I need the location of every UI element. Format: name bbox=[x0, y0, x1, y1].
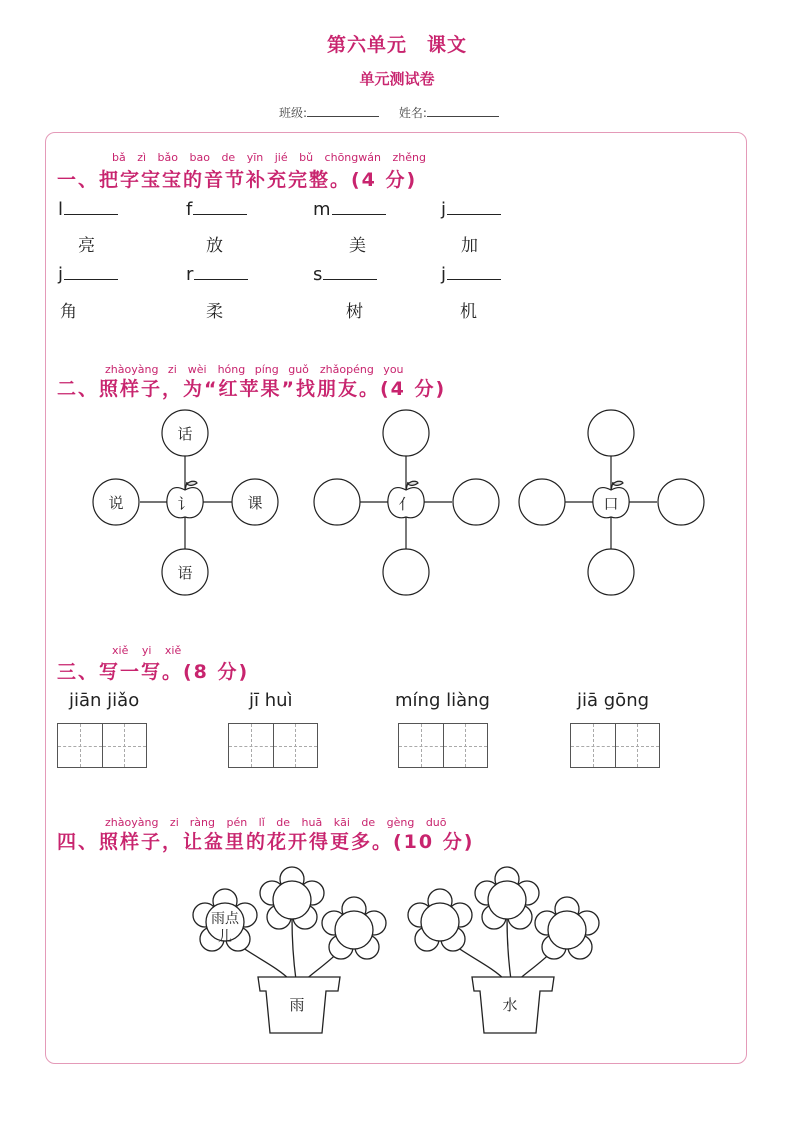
q1-blank-3[interactable]: m bbox=[313, 199, 386, 220]
q1-char-3: 美 bbox=[349, 236, 366, 256]
page-subtitle: 单元测试卷 bbox=[359, 70, 435, 88]
q3-heading: 三、写一写。(8 分) bbox=[57, 661, 250, 683]
q3-writing-grid-4[interactable] bbox=[570, 723, 660, 768]
cross2-bottom-circle bbox=[383, 549, 429, 595]
class-label: 班级: bbox=[279, 106, 308, 120]
pot1-example-word-line2: 儿 bbox=[218, 929, 232, 945]
pot1-label: 雨 bbox=[289, 996, 305, 1014]
cross2-center-radical: 亻 bbox=[398, 495, 414, 513]
q1-char-7: 树 bbox=[346, 302, 363, 322]
q2-pinyin: zhàoyàng zi wèi hóng píng guǒ zhǎopéng you bbox=[105, 363, 404, 376]
cross3-center-radical: 口 bbox=[603, 495, 619, 513]
q3-word-3: míng liàng bbox=[395, 690, 490, 711]
q1-blank-6[interactable]: r bbox=[186, 264, 248, 285]
pot2-label: 水 bbox=[502, 996, 518, 1014]
cross1-left-text: 说 bbox=[108, 494, 124, 512]
q1-char-1: 亮 bbox=[78, 236, 95, 256]
cross2-right-circle bbox=[453, 479, 499, 525]
q1-blank-4[interactable]: j bbox=[441, 199, 501, 220]
q2-heading: 二、照样子，为“红苹果”找朋友。(4 分) bbox=[57, 378, 447, 400]
q1-blank-7[interactable]: s bbox=[313, 264, 377, 285]
q3-pinyin: xiě yi xiě bbox=[112, 644, 182, 657]
cross3-left-circle bbox=[519, 479, 565, 525]
student-info-line bbox=[0, 104, 794, 121]
cross3-bottom-circle bbox=[588, 549, 634, 595]
cross2-top-circle bbox=[383, 410, 429, 456]
q1-blank-8[interactable]: j bbox=[441, 264, 501, 285]
q1-blank-1[interactable]: l bbox=[58, 199, 118, 220]
q1-char-6: 柔 bbox=[206, 302, 223, 322]
page-title: 第六单元 课文 bbox=[326, 34, 467, 56]
q3-writing-grid-2[interactable] bbox=[228, 723, 318, 768]
q3-word-2: jī huì bbox=[249, 690, 293, 711]
q1-char-8: 机 bbox=[460, 302, 477, 322]
q2-apple-crosses bbox=[0, 400, 794, 610]
cross3-top-circle bbox=[588, 410, 634, 456]
cross2-left-circle bbox=[314, 479, 360, 525]
q3-word-1: jiān jiǎo bbox=[69, 690, 140, 711]
q4-flower-pots bbox=[0, 855, 794, 1045]
q1-heading: 一、把字宝宝的音节补充完整。(4 分) bbox=[57, 169, 418, 191]
q4-pinyin: zhàoyàng zi ràng pén lǐ de huā kāi de gèng duō bbox=[105, 816, 447, 829]
cross1-top-text: 话 bbox=[177, 425, 193, 443]
q1-char-4: 加 bbox=[461, 236, 478, 256]
q3-writing-grid-1[interactable] bbox=[57, 723, 147, 768]
q1-pinyin: bǎ zì bǎo bao de yīn jié bǔ chōngwán zhěng bbox=[112, 151, 426, 164]
pot2-flower-left bbox=[408, 889, 472, 951]
q1-blank-5[interactable]: j bbox=[58, 264, 118, 285]
name-blank[interactable] bbox=[427, 116, 499, 117]
pot2-flower-right bbox=[535, 897, 599, 959]
q3-word-4: jiā gōng bbox=[577, 690, 650, 711]
cross1-center-radical: 讠 bbox=[177, 495, 193, 513]
q1-char-5: 角 bbox=[60, 302, 77, 322]
q4-heading: 四、照样子，让盆里的花开得更多。(10 分) bbox=[57, 831, 475, 853]
cross1-right-text: 课 bbox=[247, 494, 263, 512]
class-blank[interactable] bbox=[307, 116, 379, 117]
q1-blank-2[interactable]: f bbox=[186, 199, 247, 220]
pot1-example-word-line1: 雨点 bbox=[211, 911, 239, 927]
pot1-flower-right bbox=[322, 897, 386, 959]
cross1-bottom-text: 语 bbox=[177, 564, 193, 582]
q3-writing-grid-3[interactable] bbox=[398, 723, 488, 768]
q1-char-2: 放 bbox=[206, 236, 223, 256]
name-label: 姓名: bbox=[398, 106, 427, 120]
cross3-right-circle bbox=[658, 479, 704, 525]
